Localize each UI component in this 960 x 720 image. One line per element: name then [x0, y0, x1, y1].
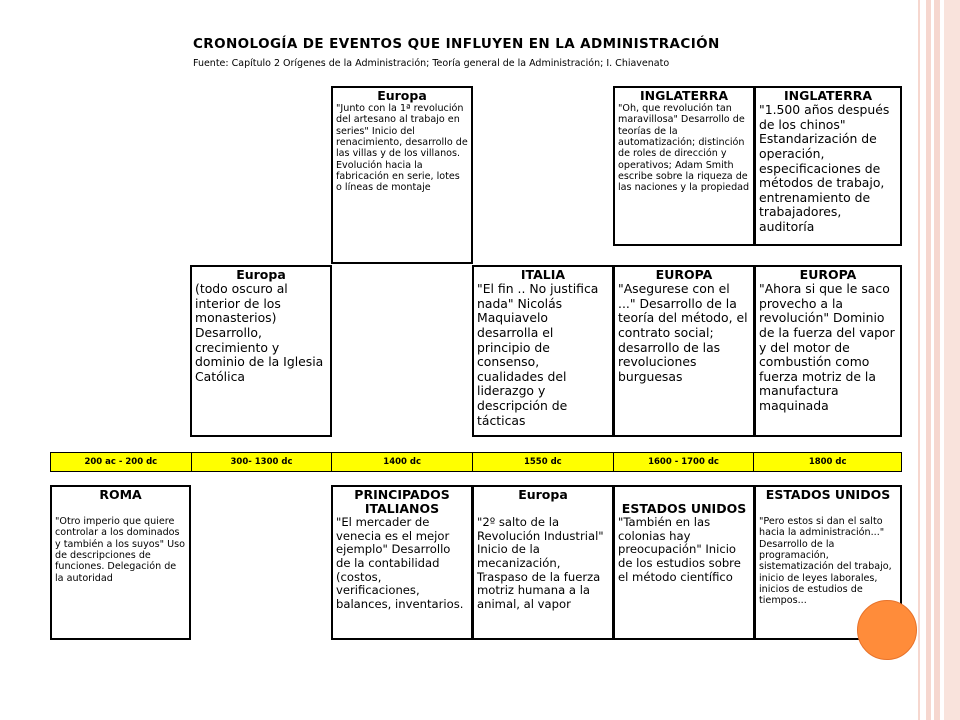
card-body: "Otro imperio que quiere controlar a los dominados y también a los suyos" Uso de descripciones de funciones. Delegación de la autoridad: [55, 516, 185, 584]
card-body: "El mercader de venecia es el mejor ejemplo" Desarrollo de la contabilidad (costos, verificaciones, balances, inventarios.: [336, 515, 464, 612]
card-body: (todo oscuro al interior de los monasterios) Desarrollo, crecimiento y dominio de la Iglesia Católica: [195, 281, 324, 384]
card-body: "Junto con la 1ª revolución del artesano al trabajo en series" Inicio del renacimiento, desarrollo de las villas y de los villanos. Evolución hacia la fabricación en serie, lotes o líneas de montaje: [336, 103, 468, 194]
card-header: PRINCIPADOS ITALIANOS: [354, 487, 450, 516]
card-body: "Asegurese con el ..." Desarrollo de la teoría del método, el contrato social; desarrollo de las revoluciones burguesas: [618, 281, 748, 384]
card-header: Europa: [377, 88, 427, 103]
card-header: EUROPA: [799, 267, 857, 282]
source-note: Fuente: Capítulo 2 Orígenes de la Administración; Teoría general de la Administración; I. Chiavenato: [193, 58, 670, 69]
event-card-inglaterra-1600: [613, 86, 755, 246]
card-header: INGLATERRA: [639, 88, 729, 103]
timeline-period: 1400 dc: [332, 453, 473, 471]
event-card-italia-1550: [472, 265, 614, 437]
card-header: Europa: [518, 487, 568, 502]
card-body: "También en las colonias hay preocupación" Inicio de los estudios sobre el método científico: [618, 515, 741, 584]
event-card-europa-1600: [613, 265, 755, 437]
orange-circle-decoration: [857, 600, 917, 660]
card-header: EUROPA: [655, 267, 713, 282]
timeline-bar: [50, 452, 902, 472]
card-header: ESTADOS UNIDOS: [621, 501, 747, 516]
card-body: "Ahora si que le saco provecho a la revolución" Dominio de la fuerza del vapor y del motor de combustión como fuerza motriz de la manufactura maquinada: [759, 281, 895, 413]
timeline-period: 200 ac - 200 dc: [51, 453, 192, 471]
event-card-europa-300: [190, 265, 332, 437]
card-body: "2º salto de la Revolución Industrial" Inicio de la mecanización, Traspaso de la fuerza motriz humana a la animal, al vapor: [477, 515, 604, 612]
timeline-period: 1600 - 1700 dc: [614, 453, 755, 471]
timeline-period: 1800 dc: [808, 457, 847, 467]
card-header: ESTADOS UNIDOS: [765, 487, 891, 502]
card-body: "El fin .. No justifica nada" Nicolás Maquiavelo desarrolla el principio de consenso, cualidades del liderazgo y descripción de tácticas: [477, 281, 599, 428]
card-header: ITALIA: [520, 267, 566, 282]
card-header: Europa: [236, 267, 286, 282]
card-header: ROMA: [99, 487, 142, 502]
event-card-europa-1800: [754, 265, 902, 437]
event-card-europa-1400: [331, 86, 473, 264]
event-card-inglaterra-1800: [754, 86, 902, 246]
event-card-roma: [50, 485, 191, 640]
event-card-europa-1550: [472, 485, 614, 640]
card-body: "Oh, que revolución tan maravillosa" Desarrollo de teorías de la automatización; distinción de roles de dirección y operativos; Adam Smith escribe sobre la riqueza de las naciones y la propiedad: [618, 103, 750, 194]
card-body: "Pero estos si dan el salto hacia la administración..." Desarrollo de la programación, sistematización del trabajo, inicio de leyes laborales, inicios de estudios de tiempos...: [759, 516, 892, 607]
card-header: INGLATERRA: [783, 88, 873, 103]
timeline-period: 1550 dc: [473, 453, 614, 471]
event-card-principados-italianos: [331, 485, 473, 640]
page-title: CRONOLOGÍA DE EVENTOS QUE INFLUYEN EN LA ADMINISTRACIÓN: [193, 36, 720, 52]
timeline-period: 300- 1300 dc: [192, 453, 333, 471]
card-body: "1.500 años después de los chinos" Estandarización de operación, especificaciones de métodos de trabajo, entrenamiento de trabajadores, auditoría: [759, 102, 890, 234]
event-card-estados-unidos-1600: [613, 485, 755, 640]
